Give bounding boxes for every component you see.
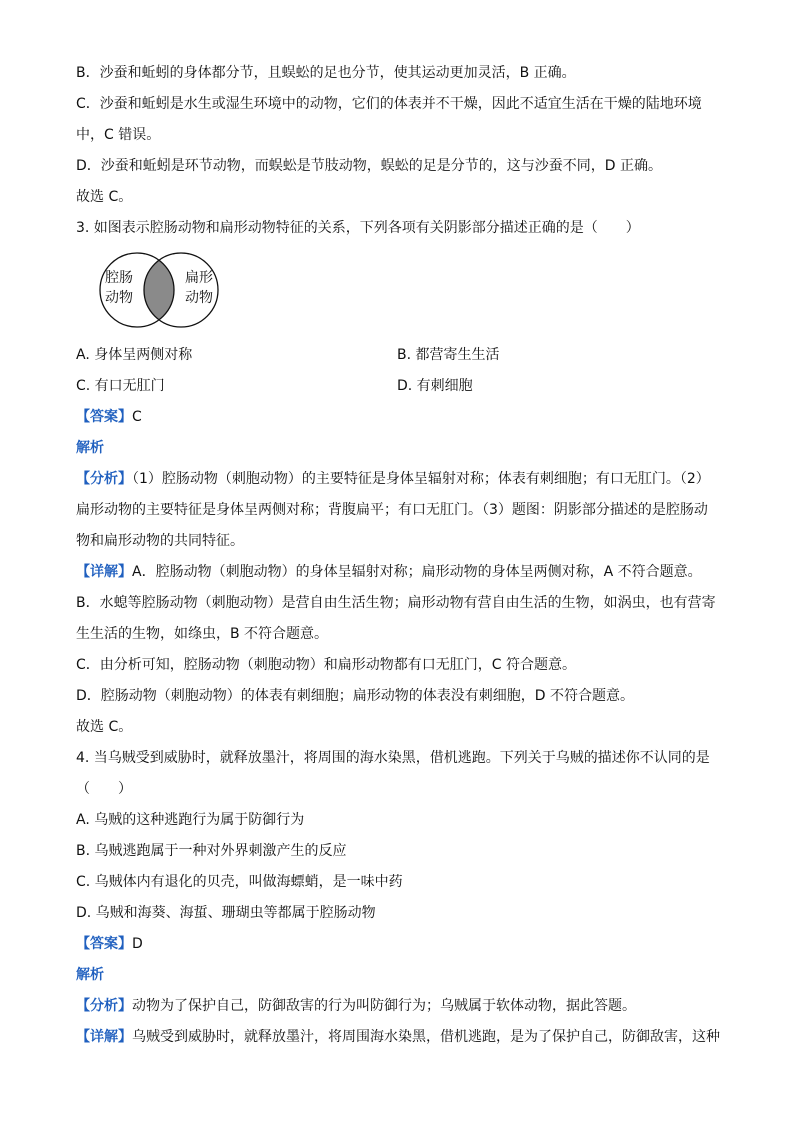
- question-4-stem: （ ）: [76, 781, 132, 797]
- analysis-tag: 解析: [76, 440, 104, 456]
- question-3-options-row: [76, 371, 718, 402]
- option-b: B. 乌贼逃跑属于一种对外界刺激产生的反应: [76, 843, 347, 859]
- text-line: C．沙蚕和蚯蚓是水生或湿生环境中的动物，它们的体表并不干燥，因此不适宜生活在干燥的陆地环境: [76, 96, 702, 112]
- analysis-line: [76, 464, 718, 495]
- venn-diagram: [94, 250, 718, 340]
- detail-line: [76, 557, 718, 588]
- venn-right-label: [179, 268, 219, 308]
- option-d: D. 有刺细胞: [397, 378, 473, 394]
- text-line: D．沙蚕和蚯蚓是环节动物，而蜈蚣是节肢动物，蜈蚣的足是分节的，这与沙蚕不同，D 正确。: [76, 158, 663, 174]
- analysis-text: （1）腔肠动物（刺胞动物）的主要特征是身体呈辐射对称；体表有刺细胞；有口无肛门。（2）: [132, 471, 710, 487]
- detail-line: 故选 C。: [76, 719, 133, 735]
- detail-line: [76, 1022, 718, 1053]
- venn-left-label-line: 动物: [105, 290, 133, 306]
- analysis-heading: [76, 433, 718, 464]
- option-c: C. 有口无肛门: [76, 378, 165, 394]
- option-a: A. 乌贼的这种逃跑行为属于防御行为: [76, 812, 305, 828]
- venn-left-label-line: 腔肠: [105, 270, 133, 286]
- question-3-options-row: [76, 340, 718, 371]
- detail-line: B．水螅等腔肠动物（刺胞动物）是营自由生活生物；扁形动物有营自由生活的生物，如涡虫，也有营寄: [76, 595, 716, 611]
- detail-text: A．腔肠动物（刺胞动物）的身体呈辐射对称；扁形动物的身体呈两侧对称，A 不符合题意。: [132, 564, 702, 580]
- venn-left-label: [99, 268, 139, 308]
- option-a: A. 身体呈两侧对称: [76, 347, 193, 363]
- xiangjie-tag: 【详解】: [76, 1029, 132, 1045]
- text-line: B．沙蚕和蚯蚓的身体都分节，且蜈蚣的足也分节，使其运动更加灵活，B 正确。: [76, 65, 576, 81]
- option-b: B. 都营寄生生活: [397, 347, 500, 363]
- answer-tag: 【答案】: [76, 409, 132, 425]
- option-d: D. 乌贼和海葵、海蜇、珊瑚虫等都属于腔肠动物: [76, 905, 376, 921]
- answer-value: D: [132, 936, 143, 952]
- answer-line: [76, 929, 718, 960]
- xiangjie-tag: 【详解】: [76, 564, 132, 580]
- document-page: [76, 58, 718, 1053]
- option-c: C. 乌贼体内有退化的贝壳，叫做海螵蛸，是一味中药: [76, 874, 403, 890]
- analysis-heading: [76, 960, 718, 991]
- analysis-line: 扁形动物的主要特征是身体呈两侧对称；背腹扁平；有口无肛门。（3）题图：阴影部分描述的是腔肠动: [76, 502, 708, 518]
- analysis-tag: 解析: [76, 967, 104, 983]
- analysis-line: [76, 991, 718, 1022]
- analysis-line: 物和扁形动物的共同特征。: [76, 533, 244, 549]
- venn-right-label-line: 动物: [185, 290, 213, 306]
- question-3-stem: 3. 如图表示腔肠动物和扁形动物特征的关系，下列各项有关阴影部分描述正确的是（ ）: [76, 220, 640, 236]
- text-line: 中，C 错误。: [76, 127, 161, 143]
- venn-right-label-line: 扁形: [185, 270, 213, 286]
- analysis-text: 动物为了保护自己，防御敌害的行为叫防御行为；乌贼属于软体动物，据此答题。: [132, 998, 636, 1014]
- answer-tag: 【答案】: [76, 936, 132, 952]
- answer-line: [76, 402, 718, 433]
- answer-value: C: [132, 409, 142, 425]
- text-line: 故选 C。: [76, 189, 133, 205]
- detail-text: 乌贼受到威胁时，就释放墨汁，将周围海水染黑，借机逃跑，是为了保护自己，防御敌害，这种: [132, 1029, 720, 1045]
- detail-line: D．腔肠动物（刺胞动物）的体表有刺细胞；扁形动物的体表没有刺细胞，D 不符合题意。: [76, 688, 635, 704]
- fenxi-tag: 【分析】: [76, 998, 132, 1014]
- detail-line: C．由分析可知，腔肠动物（刺胞动物）和扁形动物都有口无肛门，C 符合题意。: [76, 657, 576, 673]
- fenxi-tag: 【分析】: [76, 471, 132, 487]
- detail-line: 生生活的生物，如绦虫，B 不符合题意。: [76, 626, 329, 642]
- question-4-stem: 4. 当乌贼受到威胁时，就释放墨汁，将周围的海水染黑，借机逃跑。下列关于乌贼的描述你不认同的是: [76, 750, 710, 766]
